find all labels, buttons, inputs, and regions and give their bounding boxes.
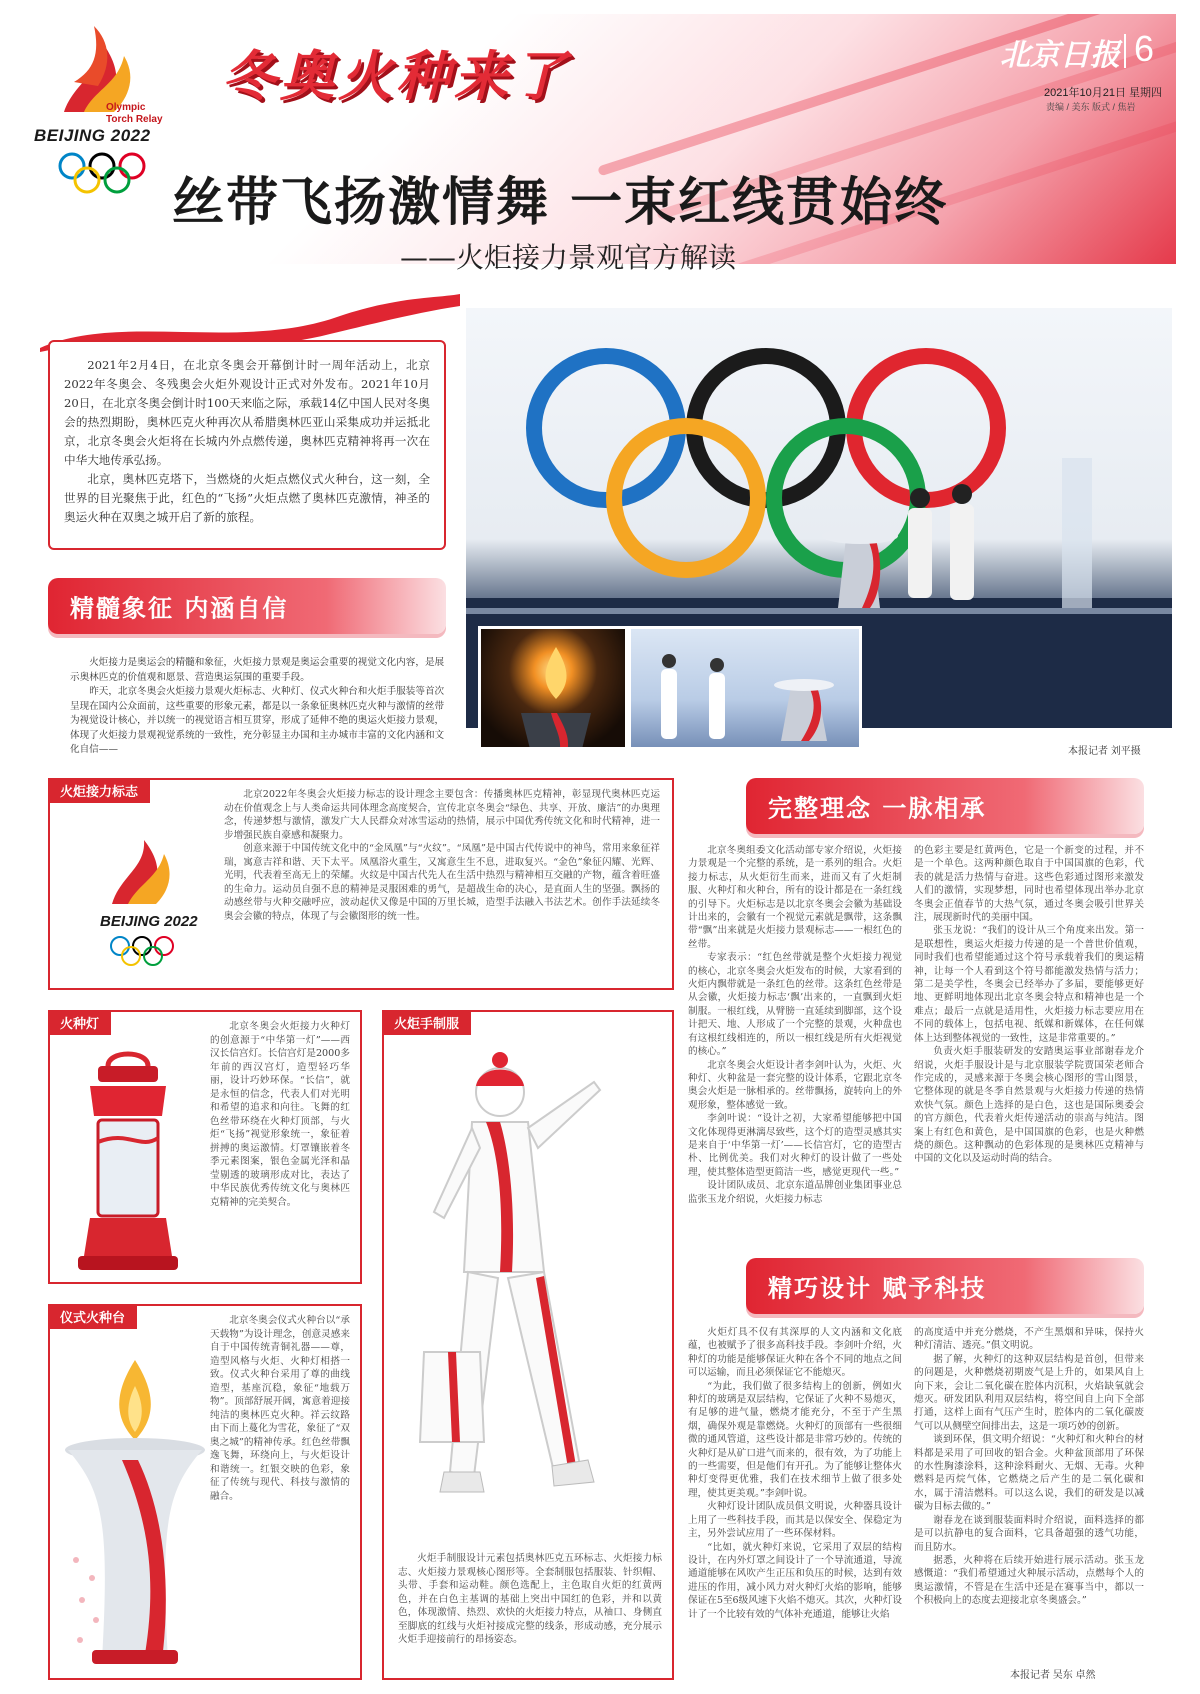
article-paragraph: “比如，就火种灯来说，它采用了双层的结构设计，在内外灯罩之间设计了一个导流通道，导流通道能够在风吹产生正压和负压的时候，达到有效进压的作用，减小风力对火种灯火焰的影响，能够保证在5至6级风速下火焰不熄灭。其次，火种灯设计了一个比较有效的气体补充通道，能够让火焰 [688,1541,902,1620]
inset-photo-lighting-ceremony [628,626,862,750]
olympic-rings-icon [56,150,148,198]
article-paragraph: 专家表示：“红色丝带就是整个火炬接力视觉的核心，北京冬奥会火炬发布的时候，大家看到的火炬内飘带就是一条红色的丝带。这条红色丝带是从会徽，火炬接力标志‘飘’出来的，一直飘到火炬制服。一根红线，从臂膀一直延续到脚部，这个设计把天、地、人形成了一个完整的景观，火种盘也有这根红线相连的，所以一根红线是所有火炬视觉的核心。” [688,952,902,1058]
article-paragraph: 谢春龙在谈到服装面料时介绍说，面料选择的都是可以抗静电的复合面料，它具备超强的透气功能，而且防水。 [914,1514,1144,1553]
section-title: 冬奥火种来了 [222,45,570,108]
article-column [914,1326,1144,1608]
article-paragraph: 北京冬奥组委文化活动部专家介绍说，火炬接力景观是一个完整的系统，是一系列的组合。火炬接力标志，从火炬衍生而来，进而又有了火炬制服、火种灯和火种台，所有的设计都是在一条红线的引导下。火炬标志是以北京冬奥会会徽为基础设计出来的，会徽有一个视觉元素就是飘带，这条飘带“飘”出来就是火炬接力景观标志——一根红色的丝带。 [688,845,902,950]
section-header-design [746,1258,1144,1314]
cauldron-icon [62,1350,208,1670]
newspaper-name: 北京日报 [1000,38,1120,73]
article-column [914,844,1144,1166]
panel-tab-label: 仪式火种台 [48,1304,137,1329]
section-header-label: 完整理念 一脉相承 [768,794,987,823]
section-header-essence [48,578,446,634]
editor-credits: 责编 / 美东 版式 / 焦岩 [1046,102,1136,112]
article-paragraph: 火炬灯具不仅有其深厚的人文内涵和文化底蕴，也被赋予了很多高科技手段。李剑叶介绍，火种灯的功能是能够保证火种在各个不同的地点之间可以运输，而且必须保证它不能熄灭。 [688,1327,902,1379]
photo-credit: 本报记者 刘平摄 [1068,746,1141,757]
section-header-concept [746,778,1144,834]
panel-ceremony-cauldron [48,1304,362,1680]
logo-wordmark: BEIJING 2022 [34,126,151,145]
issue-date: 2021年10月21日 星期四 [1044,87,1162,99]
section-intro [70,656,450,758]
article-paragraph: 谈到环保，俱文明介绍说：“火种灯和火种台的材料都是采用了可回收的铝合金。火种盆顶部用了环保的水性胸漆涂料，这种涂料耐火、无烟、无毒。火种燃料是丙烷气体，它燃烧之后产生的是二氧化碳和水，属于清洁燃料。可以这么说，我们的研发是以减碳为目标去做的。” [914,1434,1144,1513]
lead-paragraph: 北京，奥林匹克塔下，当燃烧的火炬点燃仪式火种台，这一刻，全世界的目光聚焦于此，红色的“飞扬”火炬点燃了奥林匹克激情，神圣的奥运火种在双奥之城开启了新的旅程。 [64,472,430,524]
intro-paragraph: 昨天，北京冬奥会火炬接力景观火炬标志、火种灯、仪式火种台和火炬手服装等首次呈现在国内公众面前，这些重要的形象元素，都是以一条象征奥林匹克火种与激情的丝带为视觉设计核心，并以统一的视觉语言相互贯穿，形成了延伸不绝的奥运火炬接力景观，体现了火炬接力景观视觉系统的一致性，充分彰显主办国和主办城市丰富的文化内涵和文化自信—— [70,686,445,755]
panel-body [398,1552,662,1647]
article-paragraph: 据了解，火种灯的这种双层结构是首创，但带来的问题是，火种燃烧初期废气是上升的，如果风自上向下来，会让二氧化碳在腔体内沉积，火焰缺氧就会熄灭。研发团队利用双层结构，将空间自上向下全部打通，这样上面有气压产生时，腔体内的二氧化碳废气可以从侧壁空间排出去，这是一项巧妙的创新。 [914,1353,1144,1432]
article-column [688,1326,902,1621]
article-byline: 本报记者 吴东 卓然 [1010,1670,1096,1681]
logo-caption-line2: Torch Relay [106,114,163,125]
panel-torch-relay-logo [48,778,674,990]
uniform-illustration [404,1052,654,1542]
page-number: 6 [1134,28,1155,69]
snowflake-pattern [73,1557,99,1643]
jacket-detail [420,1352,484,1442]
panel-body [210,1020,350,1209]
panel-body [210,1314,350,1503]
panel-paragraph: 火炬手制服设计元素包括奥林匹克五环标志、火炬接力标志、火炬接力景观核心图形等。全套制服包括服装、针织帽、头带、手套和运动鞋。颜色选配上，主色取自火炬的红黄两色，并在白色主基调的基础上突出中国红的色彩，并和以黄色，体现激情、热烈、欢快的火炬接力特点，从袖口、身侧直至脚底的红线与火炬衬接成完整的线条，形成动感，充分展示火炬手迎接前行的昂扬姿态。 [398,1553,662,1645]
lead-paragraph-box [48,340,446,550]
panel-paragraph: 北京冬奥会火炬接力火种灯的创意源于“中华第一灯”——西汉长信宫灯。长信宫灯是2000多年前的西汉宫灯，造型轻巧华丽，设计巧妙环保。“长信”，就是永恒的信念，代表人们对光明和希望的追求和向往。飞舞的红色丝带环绕在火种灯顶部，与火炬“飞扬”视觉形象统一，象征着拼搏的奥运激情。灯罩镶嵌着冬季元素图案，银色金属光泽和晶莹剔透的玻璃形成对比，表达了中华民族优秀传统文化与奥林匹克精神的完美契合。 [210,1021,350,1208]
panel-tab-label: 火种灯 [48,1010,111,1035]
panel-paragraph: 创意来源于中国传统文化中的“金凤凰”与“火纹”。“凤凰”是中国古代传说中的神鸟，常用来象征祥瑞，寓意吉祥和谐、天下太平。凤凰浴火重生，又寓意生生不息，进取复兴。“金色”象征闪耀、光辉、光明，代表着至高无上的荣耀。火纹是中国古代先人在生活中热烈与精神相互交融的产物，蕴含着旺盛的生命力。运动员自强不息的精神是灵服困难的勇气，是超战生命的决心，是直面人生的坚强。飘扬的动感丝带与火种交融呼应，波动起伏又像是中国的万里长城，造型手法融入书法艺术。创作手法延续冬奥会会徽的特点，体现了与会徽图形的统一性。 [224,843,660,922]
torch-relay-emblem-icon [94,814,204,974]
article-paragraph: 的色彩主要是红黄两色，它是一个新变的过程，并不是一个单色。这两种颜色取自于中国国旗的色彩，代表的就是活力热情与奋进。这些色彩通过图形来激发人们的激情，实现梦想，同时也希望体现出举办北京冬奥会正值春节的大热气氛，通过冬奥会吸引世界关注，展现新时代的美丽中国。 [914,845,1144,924]
emblem-wordmark: BEIJING 2022 [100,913,198,930]
page-subheadline: ——火炬接力景观官方解读 [400,241,737,274]
article-paragraph: 负责火炬手服装研发的安踏奥运事业部谢春龙介绍说，火炬手服设计是与北京服装学院贾国荣老师合作完成的，灵感来源于冬奥会核心图形的雪山图景，它整体现的就是冬季自然景观与火炬接力传递的热情欢快气氛。颜色上选择的是白色，这也是国际奥委会的官方颜色，代表着火炬传递活动的崇高与纯洁。图案上有红色和黄色，是中国国旗的色彩，也是火种燃烧的颜色。这种飘动的色彩体现的是奥林匹克精神与中国的文化以及运动时尚的结合。 [914,1046,1144,1165]
panel-paragraph: 北京2022年冬奥会火炬接力标志的设计理念主要包含：传播奥林匹克精神，彰显现代奥林匹克运动在价值观念上与人类命运共同体理念高度契合，宣传北京冬奥会“绿色、共享、开放、廉洁”的办奥理念，传递梦想与激情，激发广大人民群众对冰雪运动的热情，展示中国优秀传统文化和时代精神，进一步增强民族自豪感和凝聚力。 [224,789,660,841]
intro-paragraph: 火炬接力是奥运会的精髓和象征，火炬接力景观是奥运会重要的视觉文化内容，是展示奥林匹克的价值观和愿景、营造奥运氛围的重要手段。 [70,657,445,683]
page-divider [1124,34,1126,68]
page-headline: 丝带飞扬激情舞 一束红线贯始终 [172,173,949,233]
flame-icon [481,629,628,750]
article-paragraph: 北京冬奥会火炬设计者李剑叶认为，火炬、火种灯、火种盆是一套完整的设计体系，它跟北京冬奥会火炬是一脉相承的。丝带飘扬，旋转向上的外观形象，整体感觉一致。 [688,1059,902,1111]
article-paragraph: 李剑叶说：“设计之初，大家希望能够把中国文化体现得更淋漓尽致些，这个灯的造型灵感其实是来自于‘中华第一灯’——长信宫灯，它的造型古朴、比例优美。我们对火种灯的设计做了一些处理，使其整体造型更简洁一些，感觉更现代一些。” [688,1113,902,1178]
panel-torchbearer-uniform [382,1010,674,1680]
inset-photo-cauldron-flame [478,626,628,750]
panel-flame-lamp [48,1010,362,1284]
flame-lamp-icon [68,1046,188,1276]
article-paragraph: 的高度适中并充分燃烧，不产生黑烟和异味，保持火种灯清洁、透亮。”俱文明说。 [914,1327,1144,1352]
section-header-label: 精巧设计 赋予科技 [768,1274,987,1303]
ceremony-figures-illustration [631,629,862,750]
article-column [688,844,902,1206]
logo-caption-line1: Olympic [106,102,146,113]
lead-paragraph: 2021年2月4日，在北京冬奥会开幕倒计时一周年活动上，北京2022年冬奥会、冬残奥会火炬外观设计正式对外发布。2021年10月20日，在北京冬奥会倒计时100天来临之际，承载14亿中国人民对冬奥会的热烈期盼，奥林匹克火种再次从希腊奥林匹亚山采集成功并运抵北京，北京冬奥会火炬将在长城内外点燃传递，奥林匹克精神将再一次在中华大地传承弘扬。 [64,358,430,467]
article-paragraph: 火种灯设计团队成员俱文明说，火种器具设计上用了一些科技手段，而其是以保安全、保稳定为主，另外尝试应用了一些环保材料。 [688,1501,902,1540]
section-header-label: 精髓象征 内涵自信 [70,594,289,623]
panel-tab-label: 火炬接力标志 [48,778,150,803]
article-paragraph: “为此，我们做了很多结构上的创新，例如火种灯的玻璃是双层结构，它保证了火种不易熄灭，有足够的进气量，燃烧才能充分，不至于产生黑烟，确保外观是靠燃烧。火种灯的顶部有一些很细微的通风管道，这些设计都是非常巧妙的。传统的火种灯是从矿口进气而来的，很有效，为了功能上的一些需要，但是他们有开孔。为了能够让整体火种灯变得更优雅，我们在技术细节上做了很多处理，使其更美观。”李剑叶说。 [688,1380,902,1499]
article-paragraph: 设计团队成员、北京东道品牌创业集团事业总监张玉龙介绍说，火炬接力标志 [688,1180,902,1205]
article-paragraph: 张玉龙说：“我们的设计从三个角度来出发。第一是联想性，奥运火炬接力传递的是一个普世价值观，同时我们也希望能通过这个符号承载着我们的奥运精神，让每一个人看到这个符号都能激发热情与活力；第二是美学性，冬奥会已经举办了多届，要能够更好地、更鲜明地体现出北京冬奥会特点和精神也是一个难点；最后一点就是适用性，火炬接力标志要应用在不同的载体上，包括电视、纸媒和新媒体，在任何媒体上达到整体视觉的一致性，这是非常重要的。” [914,925,1144,1044]
article-paragraph: 据悉，火种将在后续开始进行展示活动。张玉龙感慨道：“我们希望通过火种展示活动，点燃每个人的奥运激情，不管是在生活中还是在赛事当中，都以一个积极向上的态度去迎接北京冬奥盛会。” [914,1554,1144,1607]
panel-paragraph: 北京冬奥会仪式火种台以“承天载物”为设计理念，创意灵感来自于中国传统青铜礼器——尊，造型风格与火炬、火种灯相搭一致。仪式火种台采用了尊的曲线造型，基座沉稳，象征“地载万物”。顶部舒展开阔，寓意着迎接纯洁的奥林匹克火种。祥云纹路由下而上蔓化为雪花，象征了“双奥之城”的精神传承。红色丝带飘逸飞舞，环绕向上，与火炬设计和谐统一。红银交映的色彩，象征了传统与现代、科技与激情的融合。 [210,1315,350,1502]
panel-body [224,788,660,923]
panel-tab-label: 火炬手制服 [382,1010,471,1035]
